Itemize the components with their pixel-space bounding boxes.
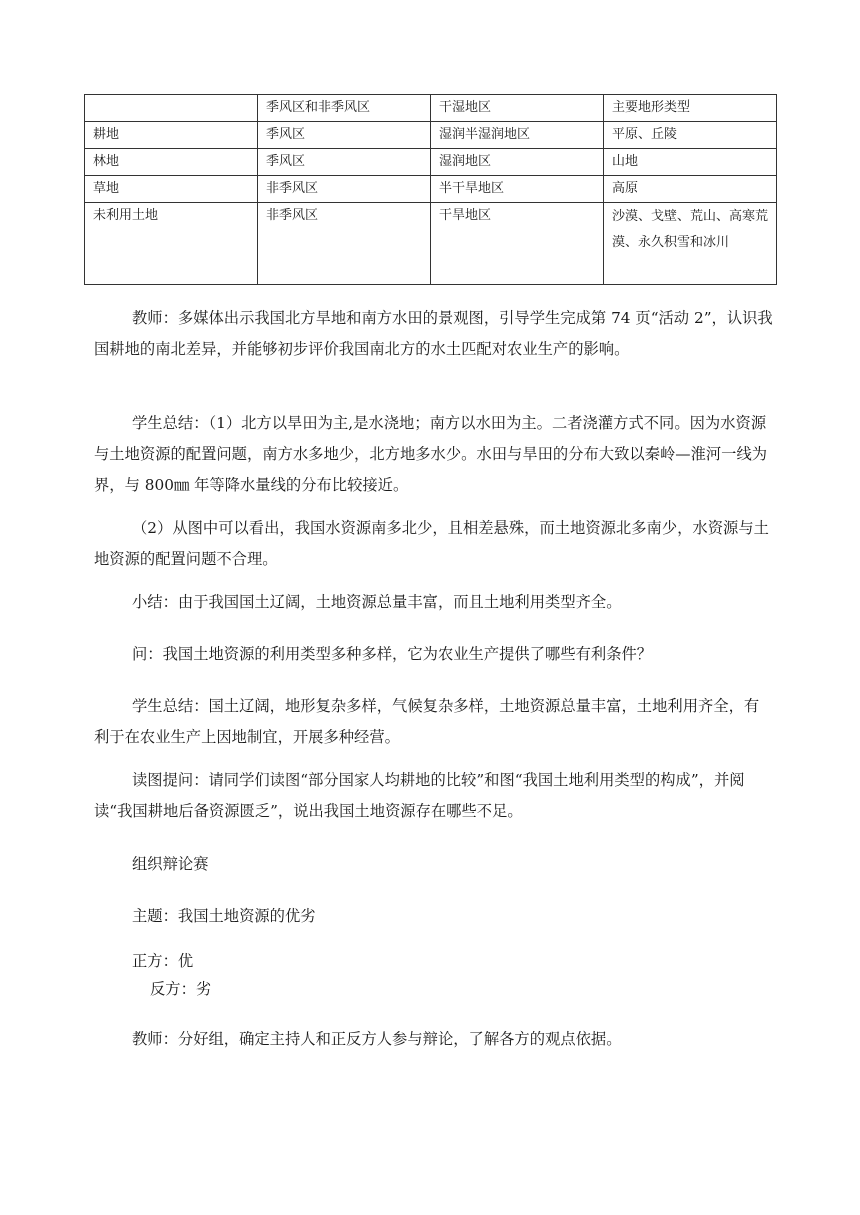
table-header-cell: 干湿地区 <box>431 95 604 122</box>
table-cell: 山地 <box>604 149 777 176</box>
table-header-cell: 季风区和非季风区 <box>258 95 431 122</box>
paragraph-teacher-activity: 教师：多媒体出示我国北方旱地和南方水田的景观图，引导学生完成第 74 页“活动 2”，认识我国耕地的南北差异，并能够初步评价我国南北方的水土匹配对农业生产的影响。 <box>94 309 773 358</box>
table-cell: 平原、丘陵 <box>604 122 777 149</box>
table-row <box>85 203 777 285</box>
table-header-row <box>85 95 777 122</box>
table-cell: 草地 <box>85 176 258 203</box>
paragraph-teacher-grouping: 教师：分好组，确定主持人和正反方人参与辩论，了解各方的观点依据。 <box>132 1030 622 1048</box>
table-cell: 半干旱地区 <box>431 176 604 203</box>
table-cell: 季风区 <box>258 149 431 176</box>
table-cell: 非季风区 <box>258 176 431 203</box>
table-cell: 未利用土地 <box>85 203 258 285</box>
table-row <box>85 176 777 203</box>
table-header-cell <box>85 95 258 122</box>
table-cell: 沙漠、戈壁、荒山、高寒荒漠、永久积雪和冰川 <box>604 203 777 285</box>
table-row <box>85 122 777 149</box>
table-cell: 林地 <box>85 149 258 176</box>
paragraph-negative-side: 反方：劣 <box>150 980 212 998</box>
paragraph-debate-heading: 组织辩论赛 <box>132 855 209 873</box>
land-use-table <box>84 94 777 285</box>
table-header-cell: 主要地形类型 <box>604 95 777 122</box>
paragraph-reading-question: 读图提问：请同学们读图“部分国家人均耕地的比较”和图“我国土地利用类型的构成”，并阅读“我国耕地后备资源匮乏”，说出我国土地资源存在哪些不足。 <box>94 771 745 820</box>
table-cell: 非季风区 <box>258 203 431 285</box>
paragraph-debate-topic: 主题：我国土地资源的优劣 <box>132 907 316 925</box>
table-cell: 湿润半湿润地区 <box>431 122 604 149</box>
table-cell: 湿润地区 <box>431 149 604 176</box>
table-cell: 耕地 <box>85 122 258 149</box>
paragraph-affirmative-side: 正方：优 <box>132 952 194 970</box>
table-cell: 高原 <box>604 176 777 203</box>
paragraph-student-summary-2: （2）从图中可以看出，我国水资源南多北少，且相差悬殊，而土地资源北多南少，水资源与土地资源的配置问题不合理。 <box>94 519 769 568</box>
paragraph-conclusion: 小结：由于我国国土辽阔，土地资源总量丰富，而且土地利用类型齐全。 <box>132 593 622 611</box>
paragraph-student-summary-3: 学生总结：国土辽阔，地形复杂多样，气候复杂多样，土地资源总量丰富，土地利用齐全，有利于在农业生产上因地制宜，开展多种经营。 <box>94 697 760 746</box>
paragraph-student-summary-1: 学生总结：（1）北方以旱田为主,是水浇地；南方以水田为主。二者浇灌方式不同。因为水资源与土地资源的配置问题，南方水多地少，北方地多水少。水田与旱田的分布大致以秦岭—淮河一线为界，与 800㎜ 年等降水量线的分布比较接近。 <box>94 414 768 494</box>
table-cell: 季风区 <box>258 122 431 149</box>
paragraph-question: 问：我国土地资源的利用类型多种多样，它为农业生产提供了哪些有利条件？ <box>132 645 653 663</box>
table-cell: 干旱地区 <box>431 203 604 285</box>
table-row <box>85 149 777 176</box>
